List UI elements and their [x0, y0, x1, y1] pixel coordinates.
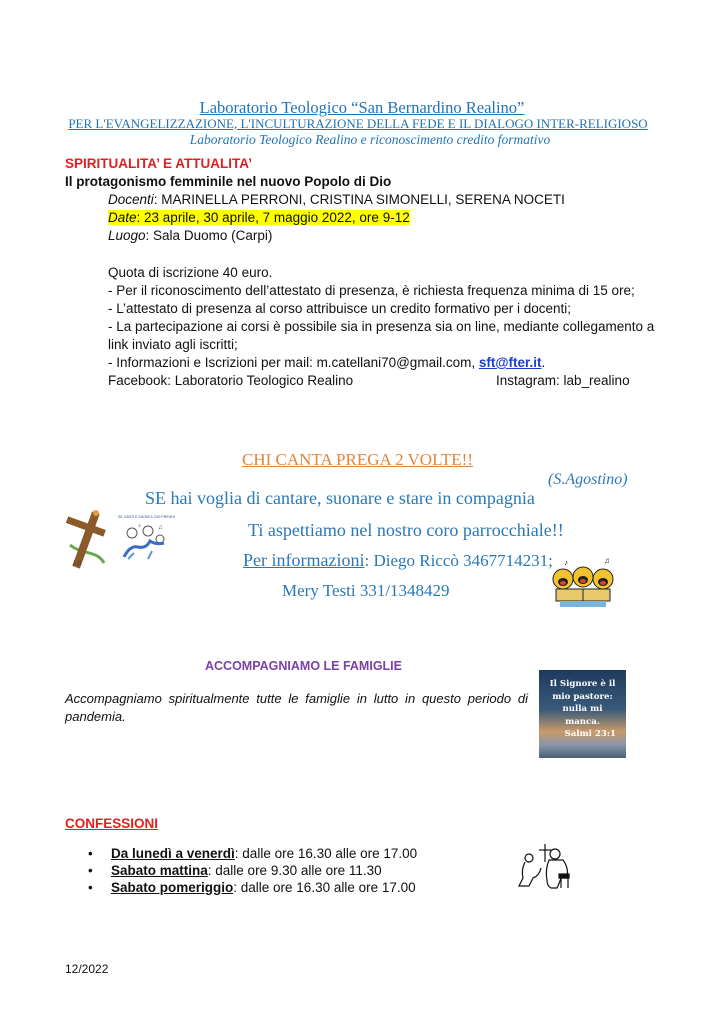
psalm-ref: Salmi 23:1	[564, 729, 616, 739]
choir-contact-2: Mery Testi 331/1348429	[282, 581, 450, 600]
course-luogo	[108, 227, 272, 245]
course-fee: Quota di iscrizione 40 euro.	[108, 265, 273, 280]
psalm-line-1: Il Signore è il	[549, 679, 616, 689]
confession-time: : dalle ore 9.30 alle ore 11.30	[207, 863, 382, 878]
email-link[interactable]: sft@fter.it	[478, 355, 542, 370]
bullet-icon: •	[88, 863, 93, 878]
bullet-icon: •	[88, 880, 93, 895]
course-info	[108, 354, 545, 372]
choir-attribution: (S.Agostino)	[548, 471, 628, 488]
confession-time: : dalle ore 16.30 alle ore 17.00	[233, 880, 416, 895]
confession-day: Da lunedì a venerdì	[111, 846, 235, 861]
luogo-label: Luogo	[108, 228, 146, 243]
course-docenti	[108, 191, 565, 209]
choir-contact-1: : Diego Riccò 3467714231;	[364, 551, 553, 570]
choir-info-label: Per informazioni	[243, 550, 365, 570]
section-title-spiritualita: SPIRITUALITA’ E ATTUALITA’	[65, 156, 252, 171]
header-subtitle: PER L'EVANGELIZZAZIONE, L'INCULTURAZIONE DELLA FEDE E IL DIALOGO INTER-RELIGIOSO	[68, 116, 648, 131]
confession-drawing	[515, 840, 575, 892]
confession-day: Sabato mattina	[111, 863, 208, 878]
cross-music-image	[62, 505, 114, 570]
note-glyph: ♪♫	[72, 558, 82, 567]
singers-sketch-icon	[118, 519, 170, 563]
choir-info	[243, 550, 553, 571]
course-date	[108, 209, 410, 227]
course-note-2: - L’attestato di presenza al corso attribuisce un credito formativo per i docenti;	[108, 301, 571, 316]
svg-text:♫: ♫	[158, 525, 163, 531]
docenti-value: : MARINELLA PERRONI, CRISTINA SIMONELLI, SERENA NOCETI	[153, 192, 565, 207]
bullet-icon: •	[88, 846, 93, 861]
confessions-list	[88, 845, 417, 896]
course-note-3a: - La partecipazione ai corsi è possibile sia in presenza sia on line, mediante collegamento a	[108, 319, 655, 334]
course-note-1: - Per il riconoscimento dell’attestato di presenza, è richiesta frequenza minima di 15 ore;	[108, 283, 635, 298]
date-value: : 23 aprile, 30 aprile, 7 maggio 2022, ore 9-12	[136, 210, 410, 225]
psalm-image	[539, 670, 626, 758]
choir-headline: CHI CANTA PREGA 2 VOLTE!!	[242, 450, 473, 469]
luogo-value: : Sala Duomo (Carpi)	[145, 228, 273, 243]
confession-item	[88, 879, 417, 896]
cartoon-singers-image	[550, 555, 616, 610]
confession-time: : dalle ore 16.30 alle ore 17.00	[234, 846, 418, 861]
date-label: Date	[108, 210, 137, 225]
header-title: Laboratorio Teologico “San Bernardino Realino”	[199, 98, 525, 117]
psalm-line-2: mio pastore:	[552, 691, 613, 702]
confession-item	[88, 862, 417, 879]
choir-line-1: SE hai voglia di cantare, suonare e stare in compagnia	[145, 488, 535, 508]
note-icon: ♪	[564, 558, 568, 567]
psalm-line-3: nulla mi	[562, 704, 603, 714]
info-prefix: - Informazioni e Iscrizioni per mail: m.catellani70@gmail.com,	[108, 355, 479, 370]
docenti-label: Docenti	[108, 192, 154, 207]
note-icon	[93, 510, 99, 516]
facebook-text: Facebook: Laboratorio Teologico Realino	[108, 373, 354, 388]
svg-text:♪: ♪	[138, 523, 141, 529]
confession-day: Sabato pomeriggio	[111, 880, 234, 895]
confessions-title: CONFESSIONI	[65, 816, 159, 831]
choir-illustration-small	[118, 515, 175, 565]
note-icon-2: ♫	[604, 556, 610, 565]
page-code: 12/2022	[65, 962, 109, 976]
families-title: ACCOMPAGNIAMO LE FAMIGLIE	[205, 659, 402, 673]
illustration-caption: SE CANTI E SUONI IL DIO PREGHI	[118, 515, 175, 519]
choir-line-2: Ti aspettiamo nel nostro coro parrocchiale!!	[248, 520, 564, 540]
instagram-text: Instagram: lab_realino	[496, 373, 630, 388]
confession-item	[88, 845, 417, 862]
info-suffix: .	[541, 355, 546, 370]
families-text: Accompagniamo spiritualmente tutte le famiglie in lutto in questo periodo di pandemia.	[65, 691, 528, 724]
course-note-3b: link inviato agli iscritti;	[108, 337, 238, 352]
header-tagline: Laboratorio Teologico Realino e riconoscimento credito formativo	[189, 132, 551, 147]
psalm-line-4: manca.	[565, 716, 600, 727]
course-title: Il protagonismo femminile nel nuovo Popolo di Dio	[65, 174, 392, 189]
